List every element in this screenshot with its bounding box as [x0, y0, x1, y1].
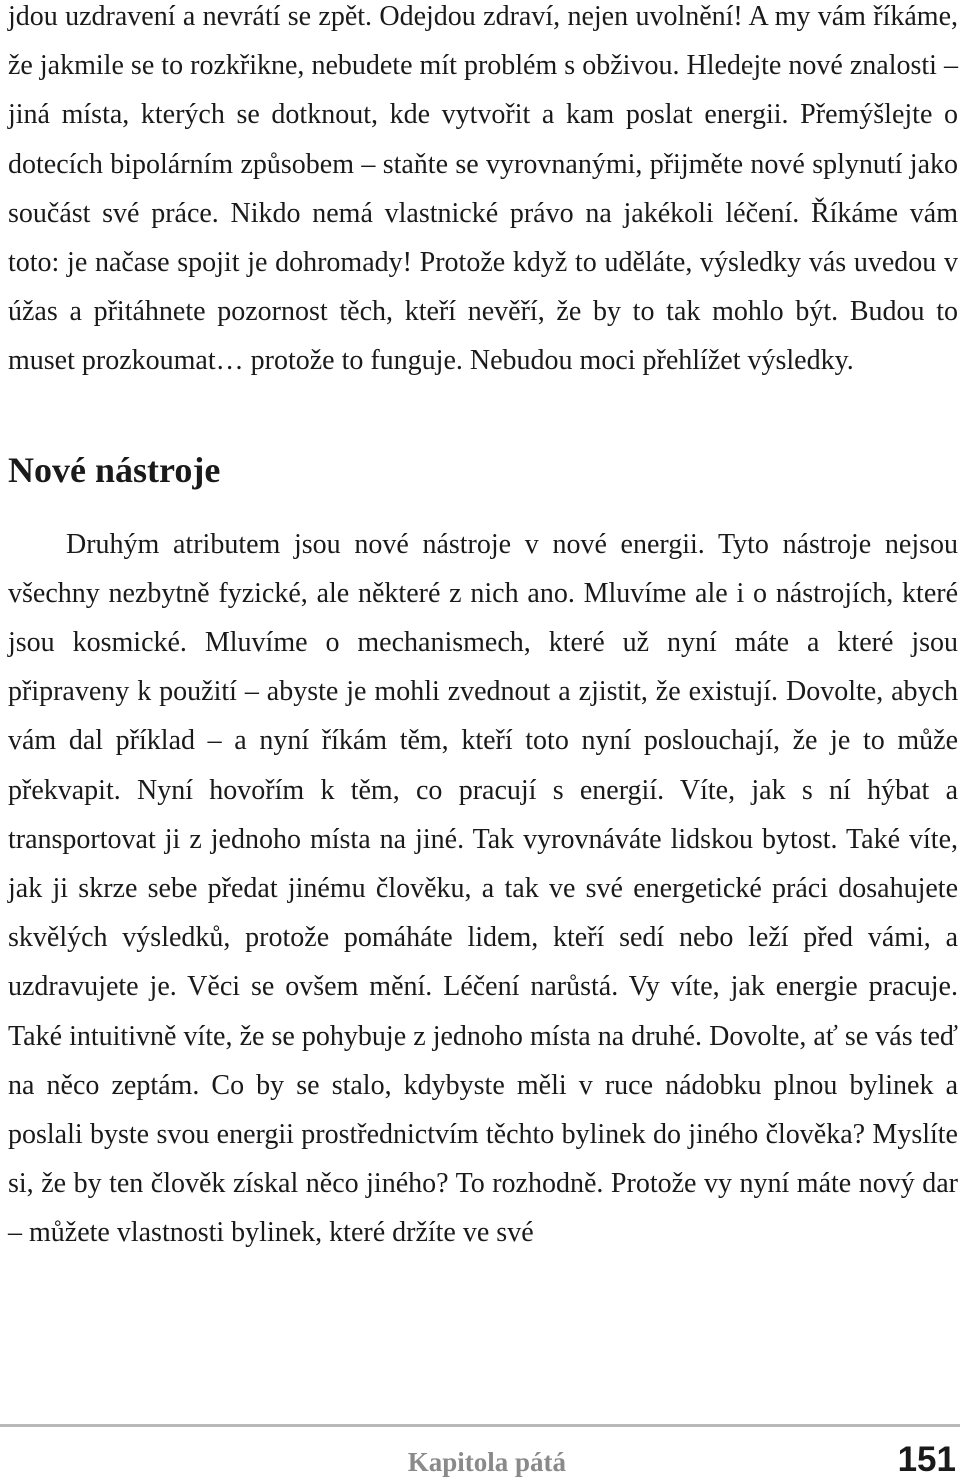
- body-paragraph-1: jdou uzdravení a nevrátí se zpět. Odejdou zdraví, nejen uvolnění! A my vám říkáme, že jakmile se to rozkřikne, nebudete mít problém s obživou. Hledejte nové znalosti – jiná místa, kterých se dotknout, kde vytvořit a kam poslat energii. Přemýšlejte o dotecích bipolárním způsobem – staňte se vyrovnanými, přijměte nové splynutí jako součást své práce. Nikdo nemá vlastnické právo na jakékoli léčení. Říkáme vám toto: je načase spojit je dohromady! Protože když to uděláte, výsledky vás uvedou v úžas a přitáhnete pozornost těch, kteří nevěří, že by to tak mohlo být. Budou to muset prozkoumat… protože to funguje. Nebudou moci přehlížet výsledky.: [8, 1, 958, 377]
- section-heading: Nové nástroje: [8, 449, 221, 490]
- footer-divider: [0, 1424, 960, 1427]
- footer-page-number: 151: [897, 1440, 956, 1479]
- page-body: [8, 0, 958, 1258]
- footer-chapter-title: Kapitola pátá: [407, 1447, 566, 1477]
- body-paragraph-2: Druhým atributem jsou nové nástroje v nové energii. Tyto nástroje nejsou všechny nezbytně fyzické, ale některé z nich ano. Mluvíme ale i o nástrojích, které jsou kosmické. Mluvíme o mechanismech, které už nyní máte a které jsou připraveny k použití – abyste je mohli zvednout a zjistit, že existují. Dovolte, abych vám dal příklad – a nyní říkám těm, kteří toto nyní poslouchají, že je to může překvapit. Nyní hovořím k těm, co pracují s energií. Víte, jak s ní hýbat a transportovat ji z jednoho místa na jiné. Tak vyrovnáváte lidskou bytost. Také víte, jak ji skrze sebe předat jinému člověku, a tak ve své energetické práci dosahujete skvělých výsledků, protože pomáháte lidem, kteří sedí nebo leží před vámi, a uzdravujete je. Věci se ovšem mění. Léčení narůstá. Vy víte, jak energie pracuje. Také intuitivně víte, že se pohybuje z jednoho místa na druhé. Dovolte, ať se vás teď na něco zeptám. Co by se stalo, kdybyste měli v ruce nádobku plnou bylinek a poslali byste svou energii prostřednictvím těchto bylinek do jiného člověka? Myslíte si, že by ten člověk získal něco jiného? To rozhodně. Protože vy nyní máte nový dar – můžete vlastnosti bylinek, které držíte ve své: [8, 528, 958, 1249]
